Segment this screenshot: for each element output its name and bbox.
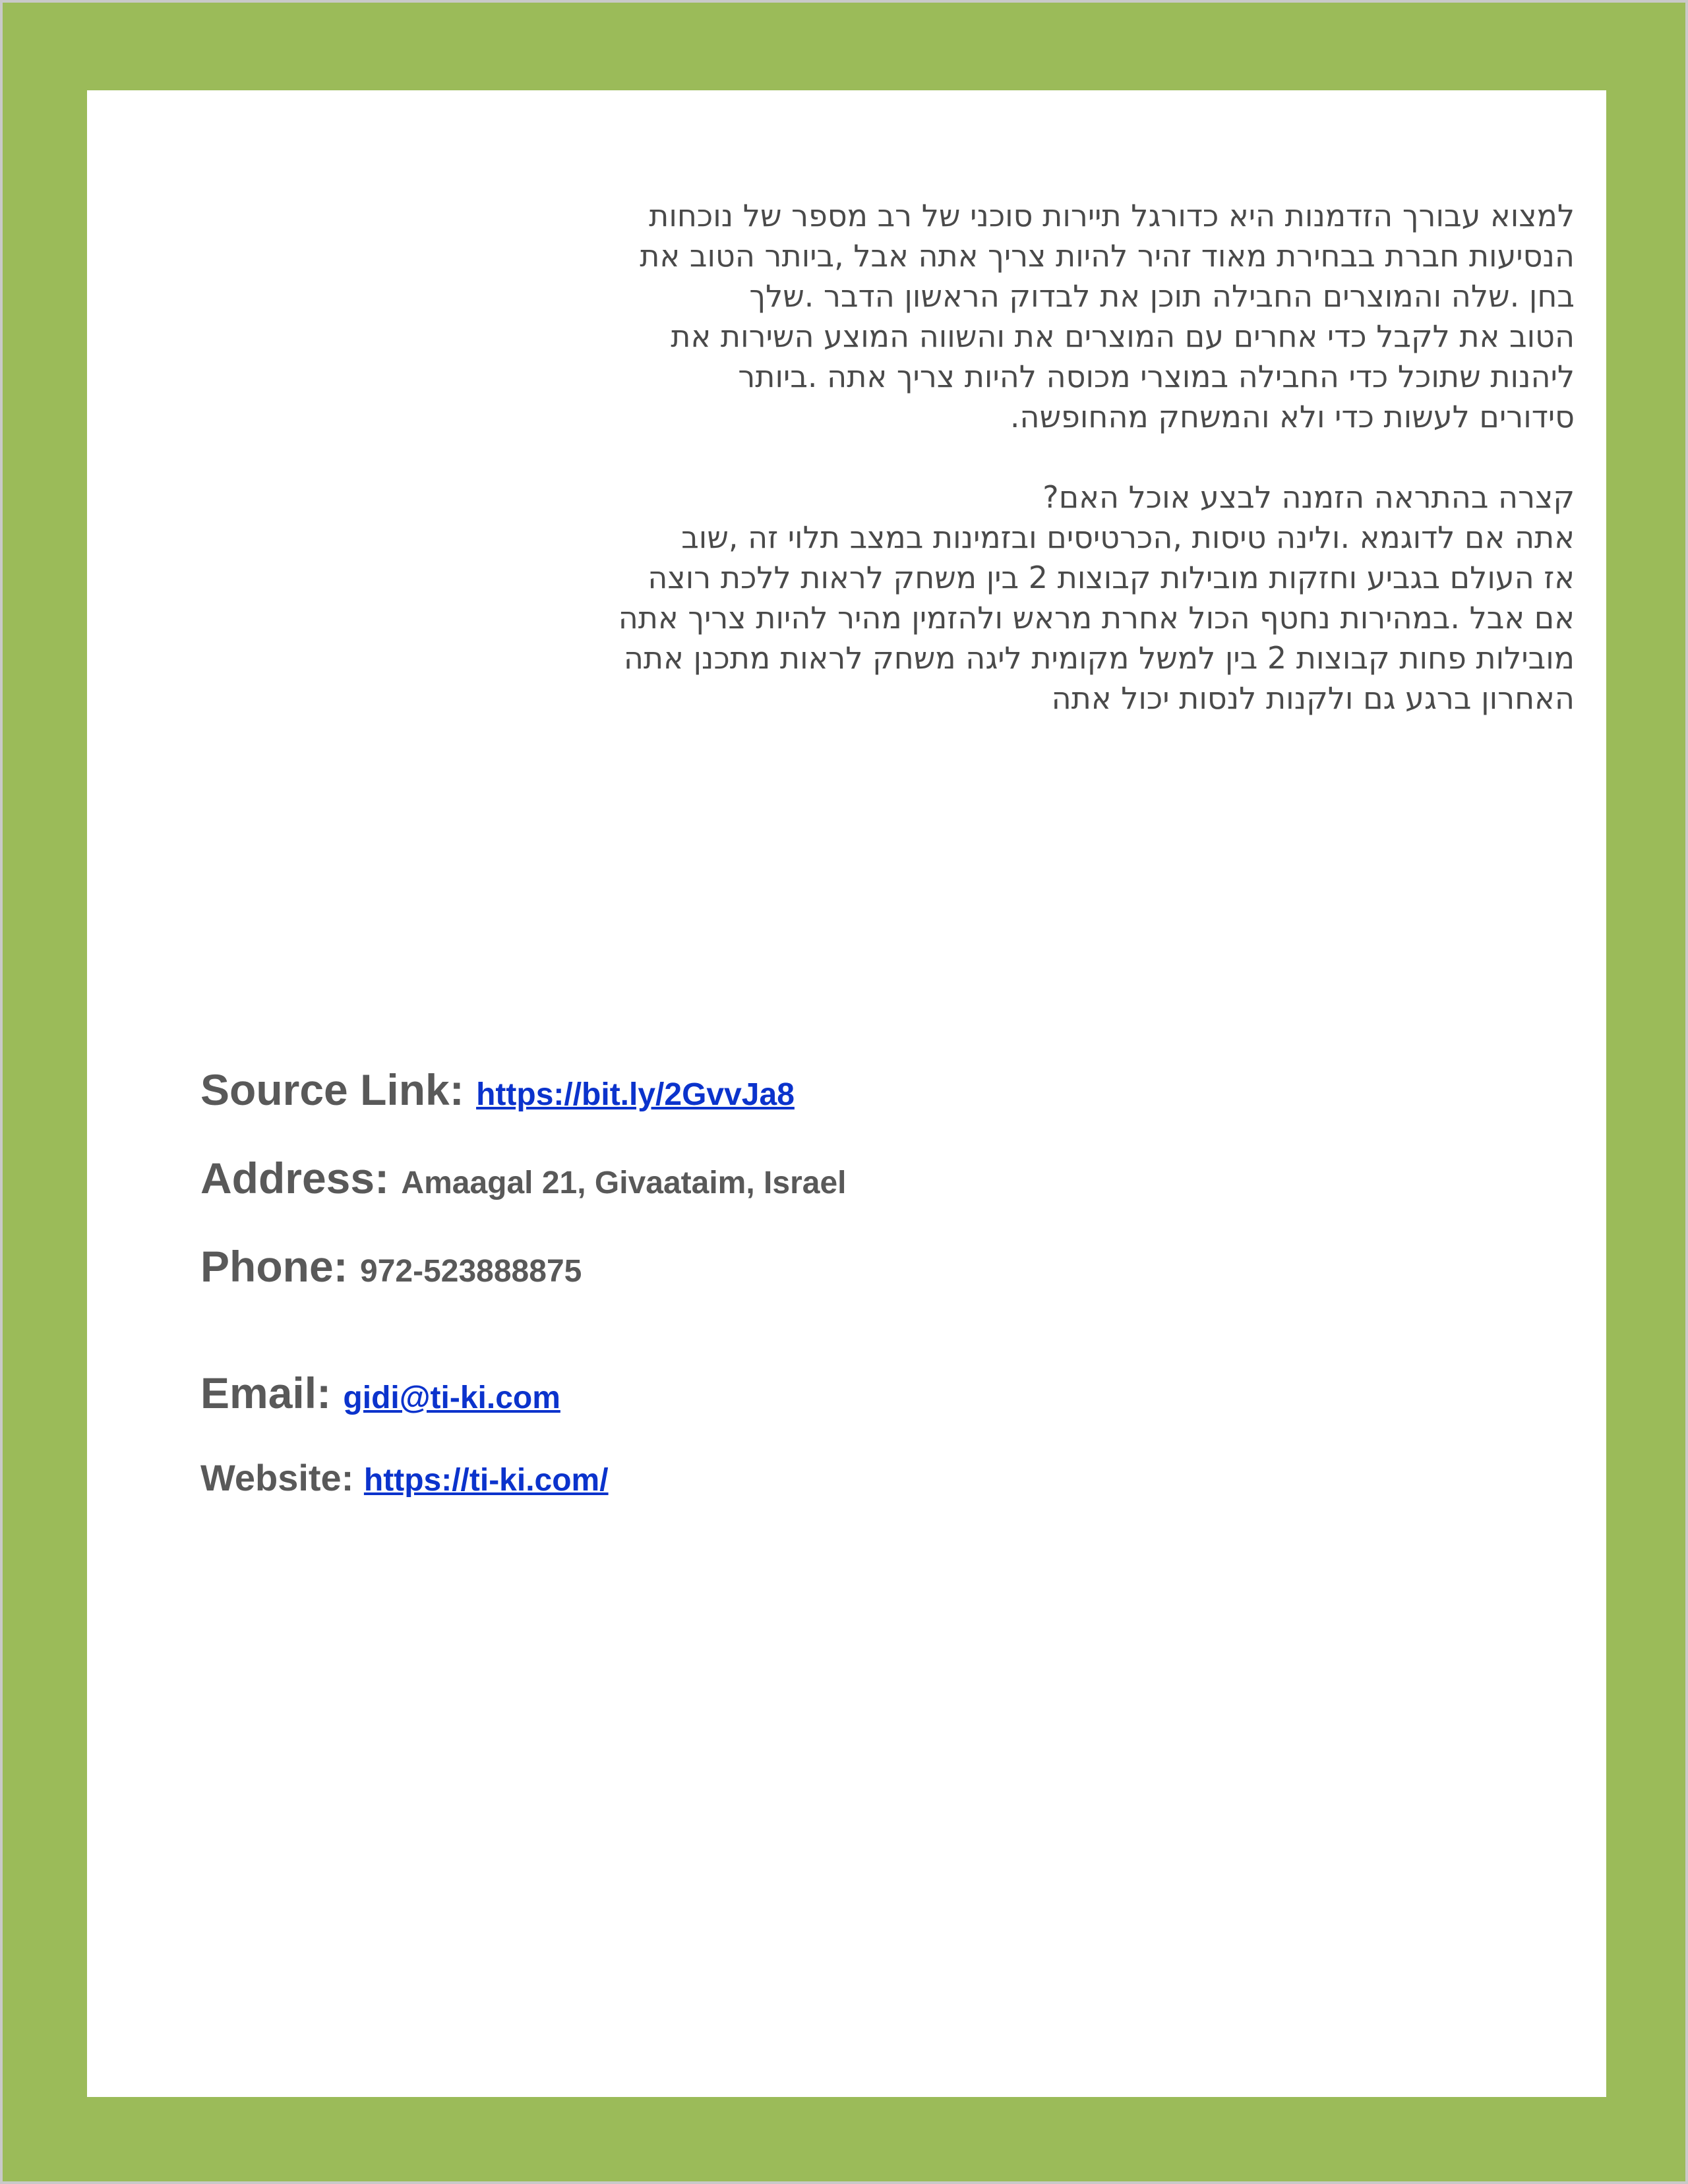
paragraph-line: אז העולם בגביע וחזקות מובילות קבוצות 2 בין משחק לראות ללכת רוצה — [648, 560, 1575, 595]
document-page — [87, 90, 1606, 2097]
source-link-row — [200, 1065, 795, 1115]
website-row — [200, 1456, 609, 1499]
address-label: Address: — [200, 1154, 402, 1202]
address-value: Amaagal 21, Givaataim, Israel — [401, 1166, 847, 1200]
website-link[interactable]: https://ti-ki.com/ — [363, 1463, 609, 1498]
paragraph-line: הטוב את לקבל כדי אחרים עם המוצרים את והשווה המוצע השירות את — [671, 318, 1575, 354]
paragraph-spacer — [500, 437, 1575, 477]
paragraph-line: למצוא עבורך הזדמנות היא כדורגל תיירות סוכני של רב מספר של נוכחות — [649, 198, 1575, 233]
paragraph-line: בחן .שלה והמוצרים החבילה תוכן את לבדוק הראשון הדבר .שלך — [749, 278, 1575, 314]
paragraph-line: אם אבל .במהירות נחטף הכול אחרת מראש ולהזמין מהיר להיות צריך אתה — [618, 600, 1575, 635]
email-row — [200, 1368, 560, 1418]
paragraph-line: מובילות פחות קבוצות 2 בין למשל מקומית ליגה משחק לראות מתכנן אתה — [623, 640, 1575, 676]
hebrew-article — [500, 196, 1575, 719]
email-label: Email: — [200, 1369, 344, 1417]
phone-value: 972-523888875 — [360, 1254, 582, 1289]
email-link[interactable]: gidi@ti-ki.com — [343, 1380, 560, 1415]
website-label: Website: — [200, 1457, 364, 1498]
question-heading: קצרה בהתראה הזמנה לבצע אוכל האם? — [1042, 479, 1575, 515]
phone-row — [200, 1241, 582, 1291]
paragraph-line: סידורים לעשות כדי ולא והמשחק מהחופשה. — [1010, 399, 1575, 434]
paragraph-line: ליהנות שתוכל כדי החבילה במוצרי מכוסה להיות צריך אתה .ביותר — [738, 359, 1575, 394]
paragraph-line: האחרון ברגע גם ולקנות לנסות יכול אתה — [1051, 680, 1575, 716]
phone-label: Phone: — [200, 1242, 360, 1291]
source-link-label: Source Link: — [200, 1065, 477, 1114]
source-link[interactable]: https://bit.ly/2GvvJa8 — [476, 1077, 795, 1112]
address-row — [200, 1153, 846, 1203]
paragraph-line: אתה אם לדוגמא .ולינה טיסות ,הכרטיסים ובזמינות במצב תלוי זה ,שוב — [681, 519, 1575, 555]
paragraph-line: הנסיעות חברת בבחירת מאוד זהיר להיות צריך אתה אבל ,ביותר הטוב את — [640, 238, 1575, 274]
